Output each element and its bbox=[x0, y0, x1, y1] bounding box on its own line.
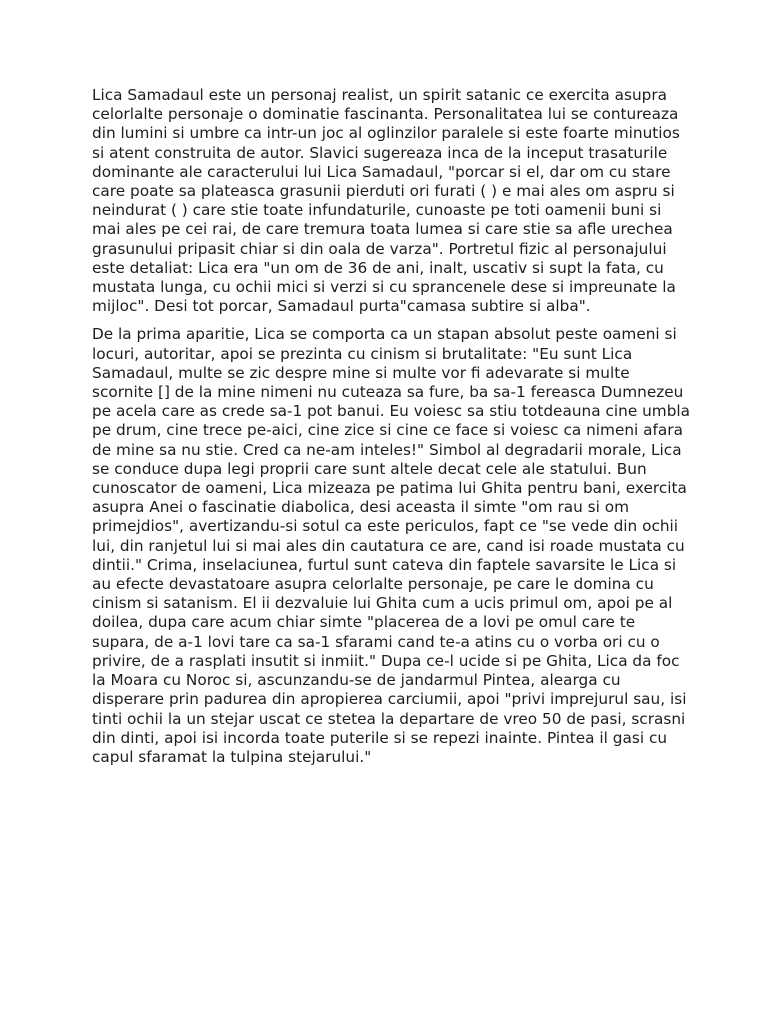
document-body bbox=[92, 86, 692, 767]
paragraph-1: Lica Samadaul este un personaj realist, un spirit satanic ce exercita asupra celorlalte personaje o dominatie fascinanta. Personalitatea lui se contureaza din lumini si umbre ca intr-un joc al oglinzilor paralele si este foarte minutios si atent construita de autor. Slavici sugereaza inca de la inceput trasaturile dominante ale caracterului lui Lica Samadaul, "porcar si el, dar om cu stare care poate sa plateasca grasunii pierduti ori furati ( ) e mai ales om aspru si neindurat ( ) care stie toate infundaturile, cunoaste pe toti oamenii buni si mai ales pe cei rai, de care tremura toata lumea si care stie sa afle urechea grasunului pripasit chiar si din oala de varza". Portretul fizic al personajului este detaliat: Lica era "un om de 36 de ani, inalt, uscativ si supt la fata, cu mustata lunga, cu ochii mici si verzi si cu sprancenele dese si impreunate la mijloc". Desi tot porcar, Samadaul purta"camasa subtire si alba". bbox=[92, 86, 680, 316]
paragraph-2: De la prima aparitie, Lica se comporta ca un stapan absolut peste oameni si locuri, autoritar, apoi se prezinta cu cinism si brutalitate: "Eu sunt Lica Samadaul, multe se zic despre mine si multe vor fi adevarate si multe scornite [] de la mine nimeni nu cuteaza sa fure, ba sa-1 fereasca Dumnezeu pe acela care as crede sa-1 pot banui. Eu voiesc sa stiu totdeauna cine umbla pe drum, cine trece pe-aici, cine zice si cine ce face si voiesc ca nimeni afara de mine sa nu stie. Cred ca ne-am inteles!" Simbol al degradarii morale, Lica se conduce dupa legi proprii care sunt altele decat cele ale statului. Bun cunoscator de oameni, Lica mizeaza pe patima lui Ghita pentru bani, exercita asupra Anei o fascinatie diabolica, desi aceasta il simte "om rau si om primejdios", avertizandu-si sotul ca este periculos, fapt ce "se vede din ochii lui, din ranjetul lui si mai ales din cautatura ce are, cand isi roade mustata cu dintii." Crima, inselaciunea, furtul sunt cateva din faptele savarsite le Lica si au efecte devastatoare asupra celorlalte personaje, pe care le domina cu cinism si satanism. El ii dezvaluie lui Ghita cum a ucis primul om, apoi pe al doilea, dupa care acum chiar simte "placerea de a lovi pe omul care te supara, de a-1 lovi tare ca sa-1 sfarami cand te-a atins cu o vorba ori cu o privire, de a rasplati insutit si inmiit." Dupa ce-l ucide si pe Ghita, Lica da foc la Moara cu Noroc si, ascunzandu-se de jandarmul Pintea, alearga cu disperare prin padurea din apropierea carciumii, apoi "privi imprejurul sau, isi tinti ochii la un stejar uscat ce stetea la departare de vreo 50 de pasi, scrasni din dinti, apoi isi incorda toate puterile si se repezi inainte. Pintea il gasi cu capul sfaramat la tulpina stejarului." bbox=[92, 325, 691, 766]
